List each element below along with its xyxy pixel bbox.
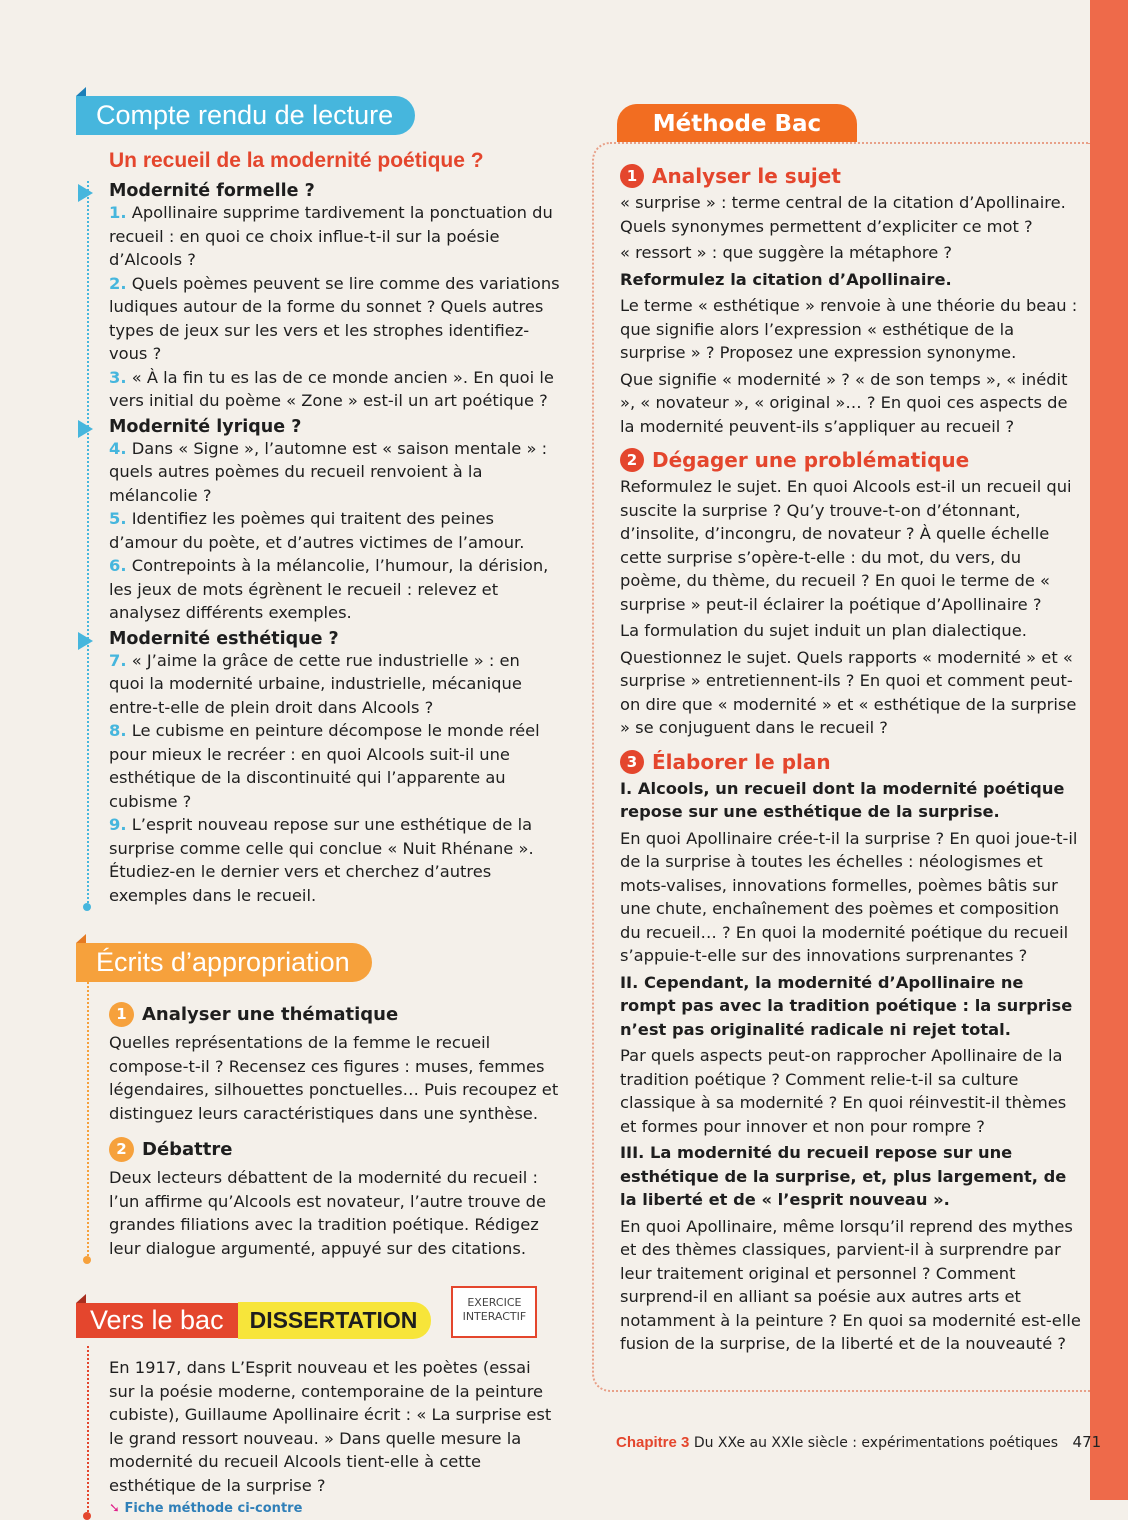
question: 8. Le cubisme en peinture décompose le monde réel pour mieux le recréer : en quoi Alcools suit-il une esthétique de la discontinuité qui l’apparente au cubisme ?	[109, 721, 540, 811]
group-heading: Modernité formelle ?	[109, 181, 560, 201]
group-heading: Modernité lyrique ?	[109, 417, 560, 437]
step-heading: 2 Dégager une problématique	[620, 448, 1084, 472]
ecrit-item	[109, 1137, 560, 1260]
step-heading: 3 Élaborer le plan	[620, 750, 1084, 774]
rail-end-dot	[83, 1512, 91, 1520]
question: 3. « À la fin tu es las de ce monde ancien ». En quoi le vers initial du poème « Zone » est-il un art poétique ?	[109, 367, 554, 410]
ecrit-text: Deux lecteurs débattent de la modernité du recueil : l’un affirme qu’Alcools est novateur, l’autre trouve de grandes filiations avec la tradition poétique. Rédigez leur dialogue argumenté, appuyé sur des citations.	[109, 1168, 547, 1258]
ecrits-items	[87, 982, 560, 1260]
question: 2. Quels poèmes peuvent se lire comme des variations ludiques autour de la forme du sonnet ? Quels autres types de jeux sur les vers et les strophes identifiez-vous ?	[109, 273, 560, 363]
compte-rendu-questions	[87, 181, 560, 907]
number-badge: 2	[620, 448, 644, 472]
ecrits-title: Écrits d’appropriation	[76, 943, 372, 982]
group-lyrique	[109, 417, 560, 625]
step-paragraph: Questionnez le sujet. Quels rapports « modernité » et « surprise » entretiennent-ils ? En quoi et comment peut-on dire que « modernité » et « esthétique de la surprise » se conjuguent dans le recueil ?	[620, 647, 1077, 737]
step-paragraph: « ressort » : que suggère la métaphore ?	[620, 243, 953, 262]
step-paragraph: En quoi Apollinaire, même lorsqu’il reprend des mythes et des thèmes classiques, parvient-il à surprendre par leur traitement original et personnel ? Comment surprend-il en alliant sa poésie aux autres arts et notamment à la peinture ? En quoi sa modernité est-elle fusion de la surprise, de la liberté et de la nouveauté ?	[620, 1216, 1081, 1353]
methode-bac-box	[592, 142, 1090, 1392]
vers-le-bac-title: Vers le bac	[76, 1303, 238, 1338]
dissertation-tag: DISSERTATION	[238, 1302, 432, 1339]
compte-rendu-subtitle: Un recueil de la modernité poétique ?	[109, 149, 484, 172]
step-paragraph: Le terme « esthétique » renvoie à une théorie du beau : que signifie alors l’expression « esthétique de la surprise » ? Proposez une expression synonyme.	[620, 296, 1078, 362]
group-formelle	[109, 181, 560, 413]
number-badge: 1	[109, 1002, 134, 1027]
step-paragraph: Que signifie « modernité » ? « de son temps », « inédit », « novateur », « original »… ? En quoi ces aspects de la modernité peuvent-ils s’appliquer au recueil ?	[620, 369, 1068, 436]
exercice-interactif-button[interactable]: EXERCICE INTERACTIF	[451, 1286, 537, 1338]
vers-le-bac-body	[87, 1346, 560, 1516]
number-badge: 2	[109, 1137, 134, 1162]
question: 7. « J’aime la grâce de cette rue industrielle » : en quoi la modernité urbaine, industrielle, mécanique entre-t-elle de plein droit dans Alcools ?	[109, 650, 522, 717]
group-esthetique	[109, 629, 560, 908]
chapter-title: Du XXe au XXIe siècle : expérimentations poétiques	[693, 1435, 1059, 1451]
page-footer	[616, 1433, 1101, 1451]
page-edge-strip	[1090, 0, 1128, 1500]
plan-part-heading: II. Cependant, la modernité d’Apollinaire ne rompt pas avec la tradition poétique : la surprise n’est pas originalité radicale ni rejet total.	[620, 972, 1073, 1039]
plan-part-heading: III. La modernité du recueil repose sur une esthétique de la surprise, et, plus largement, de la liberté et de « l’esprit nouveau ».	[620, 1143, 1067, 1209]
question: 5. Identifiez les poèmes qui traitent des peines d’amour du poète, et d’autres victimes de l’amour.	[109, 509, 525, 552]
methode-bac-title: Méthode Bac	[617, 104, 857, 142]
ecrit-item	[109, 1002, 560, 1125]
question: 4. Dans « Signe », l’automne est « saison mentale » : quels autres poèmes du recueil renvoient à la mélancolie ?	[109, 438, 548, 505]
ecrit-heading: Débattre	[142, 1139, 233, 1160]
ecrit-text: Quelles représentations de la femme le recueil compose-t-il ? Recensez ces figures : muses, femmes légendaires, silhouettes ponctuelles… Puis recoupez et distinguez leurs caractéristiques dans une synthèse.	[109, 1033, 559, 1123]
vers-le-bac-header	[76, 1294, 560, 1346]
question: 6. Contrepoints à la mélancolie, l’humour, la dérision, les jeux de mots égrènent le recueil : relevez et analysez différents exemples.	[109, 556, 549, 622]
left-column	[76, 96, 560, 1516]
ecrit-heading: Analyser une thématique	[142, 1004, 399, 1025]
question: 9. L’esprit nouveau repose sur une esthétique de la surprise comme celle qui conclue « Nuit Rhénane ». Étudiez-en le dernier vers et cherchez d’autres exemples dans le recueil.	[109, 815, 534, 905]
rail-end-dot	[83, 1256, 91, 1264]
question: 1. Apollinaire supprime tardivement la ponctuation du recueil : en quoi ce choix influe-t-il sur la poésie d’Alcools ?	[109, 203, 553, 269]
dissertation-text: En 1917, dans L’Esprit nouveau et les poètes (essai sur la poésie moderne, contemporaine de la peinture cubiste), Guillaume Apollinaire écrit : « La surprise est le grand ressort nouveau. » Dans quelle mesure la modernité du recueil Alcools tient-elle à cette esthétique de la surprise ?	[109, 1358, 552, 1495]
rail-end-dot	[83, 903, 91, 911]
step-paragraph: Par quels aspects peut-on rapprocher Apollinaire de la tradition poétique ? Comment relie-t-il sa culture classique à sa modernité ? En quoi réinvestit-il thèmes et formes pour innover et non pour rompre ?	[620, 1046, 1067, 1136]
step-paragraph: Reformulez le sujet. En quoi Alcools est-il un recueil qui suscite la surprise ? Qu’y trouve-t-on d’étonnant, d’insolite, d’incongru, de novateur ? À quelle échelle cette surprise s’opère-t-elle : du mot, du vers, du poème, du thème, du recueil ? En quoi le terme de « surprise » peut-il éclairer la poétique d’Apollinaire ?	[620, 477, 1072, 614]
group-heading: Modernité esthétique ?	[109, 629, 560, 649]
step-paragraph: Reformulez la citation d’Apollinaire.	[620, 269, 952, 289]
number-badge: 3	[620, 750, 644, 774]
chapter-label: Chapitre 3	[616, 1434, 690, 1451]
step-paragraph: « surprise » : terme central de la citation d’Apollinaire. Quels synonymes permettent d’expliciter ce mot ?	[620, 193, 1066, 236]
step-paragraph: En quoi Apollinaire crée-t-il la surprise ? En quoi joue-t-il de la surprise à toutes les échelles : néologismes et mots-valises, innovations formelles, poèmes bâtis sur une chute, enchaînement des poèmes et composition du recueil… ? En quoi la modernité poétique du recueil s’appuie-t-elle sur des innovations surprenantes ?	[620, 828, 1078, 965]
page-number: 471	[1072, 1433, 1102, 1451]
compte-rendu-title: Compte rendu de lecture	[76, 96, 415, 135]
number-badge: 1	[620, 164, 644, 188]
arrow-icon: ➘	[109, 1501, 120, 1516]
plan-part-heading: I. Alcools, un recueil dont la modernité poétique repose sur une esthétique de la surprise.	[620, 778, 1065, 821]
step-heading: 1 Analyser le sujet	[620, 164, 1084, 188]
fiche-methode-link[interactable]: ➘ Fiche méthode ci-contre	[109, 1501, 303, 1516]
step-paragraph: La formulation du sujet induit un plan dialectique.	[620, 621, 1027, 640]
